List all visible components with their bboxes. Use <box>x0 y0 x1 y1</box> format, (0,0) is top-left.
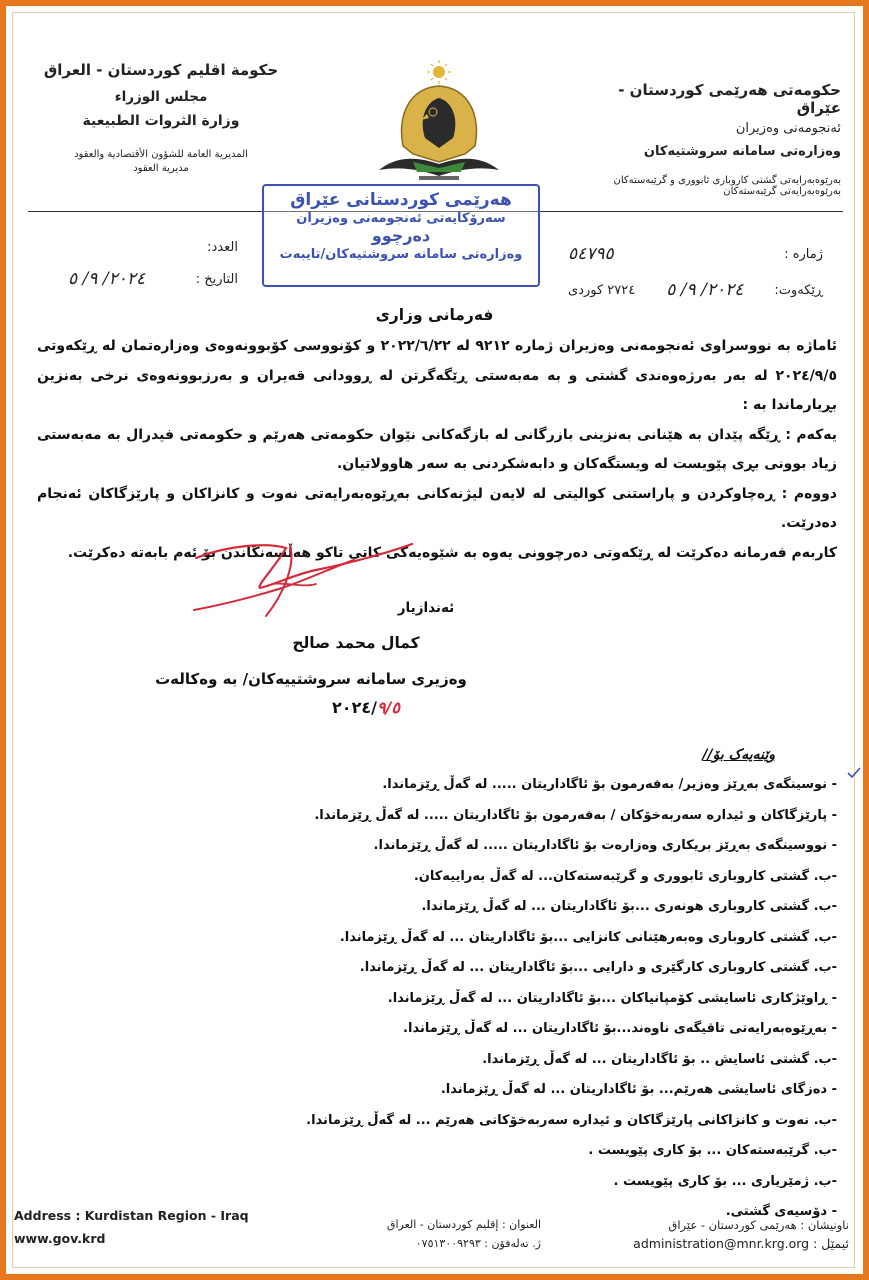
stamp-council: سەرۆکایەتی ئەنجومەنی وەزیران <box>296 211 506 226</box>
signature-date <box>256 698 476 717</box>
footer-english <box>14 1208 249 1254</box>
date-label-ar: التاريخ : <box>195 271 238 287</box>
body-paragraph-effective: کاربەم فەرمانە دەکرێت لە ڕێکەوتی دەرچوونی یەوە بە شێوەیەکی کاتی تاکو هەڵسەنگاندن بۆ ئەم بابەتە دەکرێت. <box>67 544 837 561</box>
footer-phone: ژ. تەلەفۆن : ٠٧٥١٣٠٠٩٢٩٣ <box>415 1237 541 1250</box>
header-ku-ministry: وەزارەتی سامانە سروشتیەکان <box>643 144 841 159</box>
cc-item: - ڕاوێژکاری ئاسایشی کۆمپانیاکان ...بۆ ئاگاداریتان ... لە گەڵ ڕێزماندا. <box>387 990 837 1006</box>
header-ku-government: حکومەتی هەرێمی کوردستان - عێراق <box>618 81 841 117</box>
cc-list <box>306 770 837 1228</box>
cc-item: - پارێزگاکان و ئیدارە سەربەخۆکان / بەفەرمون بۆ ئاگاداریتان ..... لە گەڵ ڕێزماندا. <box>314 807 837 823</box>
cc-item: - نووسینگەی بەڕێز بریکاری وەزارەت بۆ ئاگاداریتان ..... لە گەڵ ڕێزماندا. <box>373 838 837 853</box>
kurdistan-emblem-icon <box>369 58 509 186</box>
header-ar-council: مجلس الوزراء <box>114 89 208 105</box>
header-ku-directorate-general: بەرێوەبەرایەتی گشتی کاروباری ئابووری و گرێبەستەکان <box>613 175 841 186</box>
cc-item: -ب. گشتی کاروباری هونەری ...بۆ ئاگاداریتان ... لە گەڵ ڕێزماندا. <box>421 899 837 914</box>
stamp-outgoing: دەرچوو <box>371 226 431 245</box>
cc-item: -ب. ژمێریاری ... بۆ کاری پێویست . <box>613 1173 837 1189</box>
footer-email-label: ئیمێل : <box>813 1236 849 1251</box>
document-footer <box>6 1202 863 1272</box>
footer-address-ar: العنوان : إقليم كوردستان - العراق <box>386 1218 541 1231</box>
footer-address-en: Address : Kurdistan Region - Iraq <box>14 1208 249 1223</box>
meta-kurdish <box>568 236 823 308</box>
document-title: فەرمانی وزاری <box>375 306 494 324</box>
body-paragraph-second: دووەم : ڕەچاوکردن و پاراستنی کوالیتی لە لایەن لیژنەکانی بەڕێوەبەرایەتی نەوت و کانزاکان و پارێزگاکان ئەنجام دەدرێت. <box>37 485 837 531</box>
cc-item: - نوسینگەی بەڕێز وەزیر/ بەفەرمون بۆ ئاگاداریتان ..... لە گەڵ ڕێزماندا. <box>382 777 837 792</box>
document-page <box>6 6 863 1274</box>
body-paragraph-intro: ئاماژە بە نووسراوی ئەنجومەنی وەزیران ژمارە ٩٢١٢ لە ٢٠٢٢/٦/٢٢ و کۆنووسی کۆبوونەوەی وەزارەتمان لە ڕێکەوتی ٢٠٢٤/٩/٥ لە بەر بەرژەوەندی گشتی و بە مەبەستی ڕێگەگرتن لە ڕوودانی قەیران و بەرزبوونەوەی نرخی بەنزین بڕیارماندا بە : <box>37 338 837 413</box>
signature-block <box>146 600 476 717</box>
header-ar-government: حكومة اقليم كوردستان - العراق <box>43 61 279 79</box>
signer-position: وەزیری سامانە سروشتییەکان/ بە وەکالەت <box>155 670 467 688</box>
cc-item: -ب. گرێبەستەکان ... بۆ کاری پێویست . <box>588 1143 837 1158</box>
stamp-ministry: وەزارەتی سامانە سروشتیەکان/تایبەت <box>279 247 523 262</box>
stamp-region: هەرێمی کوردستانی عێراق <box>290 190 512 210</box>
header-ar-directorate: مديرية العقود <box>133 163 189 174</box>
header-kurdish <box>571 81 841 197</box>
signer-title: ئەندازیار <box>397 600 455 616</box>
footer-email-link[interactable]: administration@mnr.krg.org <box>633 1236 810 1251</box>
header-ku-council: ئەنجومەنی وەزیران <box>735 121 841 136</box>
cc-item: -ب. گشتی کاروباری ئابووری و گرێبەستەکان... لە گەڵ بەراییەکان. <box>413 868 837 884</box>
checkmark-icon <box>847 766 861 780</box>
cc-item: -ب. گشتی کاروباری کارگێری و دارایی ...بۆ ئاگاداریتان ... لە گەڵ ڕێزماندا. <box>359 960 837 975</box>
header-ar-ministry: وزارة الثروات الطبيعية <box>82 113 240 129</box>
outgoing-stamp <box>262 184 540 287</box>
signer-name: کمال محمد صالح <box>292 634 420 652</box>
date-label-ku: ڕێکەوت: <box>774 282 823 298</box>
cc-item: - دەزگای ئاسایشی هەرێم... بۆ ئاگاداریتان ... لە گەڵ ڕێزماندا. <box>440 1082 837 1097</box>
footer-arabic <box>346 1218 541 1256</box>
cc-item: - دۆسیەی گشتی. <box>725 1204 837 1219</box>
body-paragraph-first: یەکەم : ڕێگە پێدان بە هێنانی بەنزینی بازرگانی لە بازگەکانی نێوان حکومەتی هەرێم و حکومەتی فیدرال بە مەبەستی زیاد بوونی بڕی پێویست لە ویستگەکان و دابەشکردنی بە سەر هاوولاتیان. <box>37 426 837 472</box>
cc-heading: وێنەیەک بۆ// <box>702 747 775 763</box>
number-label-ku: ژمارە : <box>784 246 823 262</box>
date-value-ar: ٢٠٢٤/ ٩/ ٥ <box>68 269 146 289</box>
date-value-ku: ٢٠٢٤/ ٩/ ٥ <box>666 280 744 300</box>
cc-item: -ب. گشتی کاروباری وەبەرهێنانی کانزایی ...بۆ ئاگاداریتان ... لە گەڵ ڕێزماندا. <box>339 929 837 945</box>
document-body <box>37 332 837 568</box>
meta-arabic <box>68 231 238 295</box>
kurdish-date: ٢٧٢٤ کوردی <box>568 282 636 298</box>
number-value-ku: ٥٤٧٩٥ <box>568 244 614 264</box>
header-ar-directorate-general: المديرية العامة للشؤون الأقتصادية والعقود <box>74 149 248 160</box>
cc-item: -ب. گشتی ئاسایش .. بۆ ئاگاداریتان ... لە گەڵ ڕێزماندا. <box>482 1051 837 1067</box>
signature-date-year: ٢٠٢٤/ <box>332 698 377 717</box>
header-arabic <box>36 61 286 174</box>
cc-item: -ب. نەوت و کانزاکانی پارێزگاکان و ئیدارە سەربەخۆکانی هەرێم ... لە گەڵ ڕێزماندا. <box>306 1112 837 1128</box>
footer-kurdish <box>619 1218 849 1255</box>
signature-date-handwritten: ٩/٥ <box>376 698 400 717</box>
number-label-ar: العدد: <box>207 239 238 255</box>
footer-address-ku: ناونیشان : هەرێمی کوردستان - عێراق <box>668 1218 849 1232</box>
cc-item: - بەڕێوەبەرایەتی تاقیگەی ناوەند...بۆ ئاگاداریتان ... لە گەڵ ڕێزماندا. <box>403 1021 837 1036</box>
header-ku-directorate: بەرێوەبەرایەتی گرێبەستەکان <box>723 186 841 197</box>
footer-website-link[interactable]: www.gov.krd <box>14 1231 106 1246</box>
